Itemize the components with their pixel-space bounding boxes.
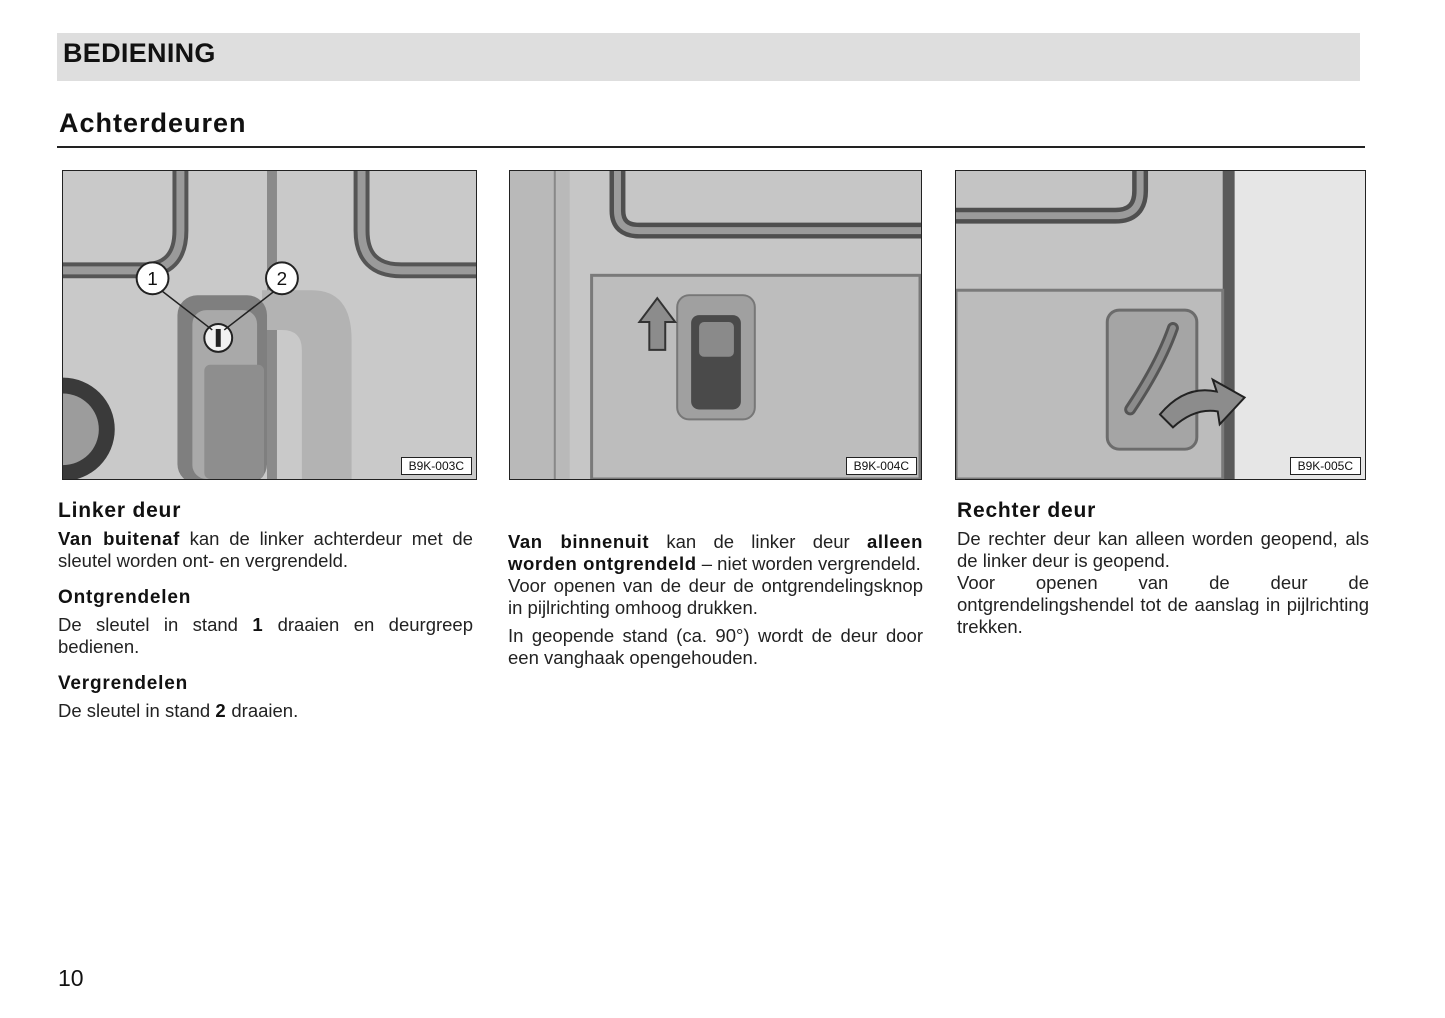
left-door-illustration bbox=[63, 171, 476, 479]
catch-hook-note: In geopende stand (ca. 90°) wordt de deur door een vanghaak opengehouden. bbox=[508, 625, 923, 668]
right-door-heading: Rechter deur bbox=[957, 499, 1097, 522]
inside-unlock-intro: Van binnenuit kan de linker deur alleen worden ontgrendeld – niet worden vergrendeld. bbox=[508, 531, 923, 574]
unlock-text: De sleutel in stand 1 draaien en deurgreep bedienen. bbox=[58, 614, 474, 657]
release-lever-illustration bbox=[956, 171, 1365, 479]
section-divider bbox=[57, 146, 1365, 148]
left-door-column bbox=[58, 500, 473, 722]
page-number: 10 bbox=[58, 965, 84, 991]
figure-right-door bbox=[955, 170, 1366, 480]
figure-left-door-inside bbox=[509, 170, 922, 480]
right-door-instruction: Voor openen van de deur de ontgrendelingshendel tot de aanslag in pijlrichting trekken. bbox=[957, 572, 1369, 637]
callout-2: 2 bbox=[276, 269, 288, 291]
right-door-column bbox=[957, 500, 1369, 638]
unlock-knob-illustration bbox=[510, 171, 921, 479]
inside-unlock-column bbox=[508, 531, 923, 669]
lock-heading: Vergrendelen bbox=[58, 673, 188, 694]
lock-text: De sleutel in stand 2 draaien. bbox=[58, 700, 299, 721]
left-door-heading: Linker deur bbox=[58, 499, 182, 522]
figure-left-door-outside bbox=[62, 170, 477, 480]
figure-code: B9K-005C bbox=[1290, 457, 1361, 475]
chapter-title: BEDIENING bbox=[63, 38, 216, 68]
section-title: Achterdeuren bbox=[59, 108, 247, 138]
figure-code: B9K-003C bbox=[401, 457, 472, 475]
unlock-heading: Ontgrendelen bbox=[58, 587, 192, 608]
callout-1: 1 bbox=[147, 269, 158, 291]
figure-code: B9K-004C bbox=[846, 457, 917, 475]
right-door-condition: De rechter deur kan alleen worden geopend, als de linker deur is geopend. bbox=[957, 528, 1369, 571]
chapter-header bbox=[57, 33, 1360, 81]
left-door-intro: Van buitenaf kan de linker achterdeur met de sleutel worden ont- en vergrendeld. bbox=[58, 528, 473, 571]
inside-unlock-instruction: Voor openen van de deur de ontgrendelingsknop in pijlrichting omhoog drukken. bbox=[508, 575, 923, 618]
